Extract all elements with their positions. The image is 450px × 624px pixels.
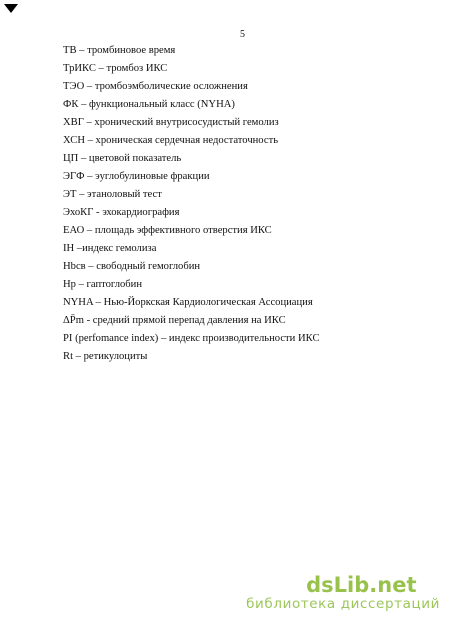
list-item: ЕАО – площадь эффективного отверстия ИКС	[63, 225, 272, 236]
watermark-tagline: библиотека диссертаций	[246, 596, 440, 612]
watermark-brand: dsLib.net	[306, 573, 417, 597]
list-item: ЭГФ – эуглобулиновые фракции	[63, 171, 210, 182]
list-item: Hp – гаптоглобин	[63, 279, 143, 290]
list-item: ЦП – цветовой показатель	[63, 153, 182, 164]
list-item: PI (perfomance index) – индекс производительности ИКС	[63, 333, 320, 344]
list-item: NYHA – Нью-Йоркская Кардиологическая Ассоциация	[63, 297, 313, 308]
list-item: ХВГ – хронический внутрисосудистый гемолиз	[63, 117, 279, 128]
list-item: ЭТ – этаноловый тест	[63, 189, 162, 200]
list-item: IH –индекс гемолиза	[63, 243, 157, 254]
list-item: ΔP̄m - средний прямой перепад давления на ИКС	[63, 315, 286, 326]
list-item: ТВ – тромбиновое время	[63, 45, 176, 56]
list-item: ТрИКС – тромбоз ИКС	[63, 63, 168, 74]
list-item: Rt – ретикулоциты	[63, 351, 148, 362]
corner-marker-triangle	[4, 4, 18, 13]
list-item: ЭхоКГ - эхокардиография	[63, 207, 180, 218]
list-item: Hbсв – свободный гемоглобин	[63, 261, 201, 272]
list-item: ТЭО – тромбоэмболические осложнения	[63, 81, 248, 92]
list-item: ХСН – хроническая сердечная недостаточность	[63, 135, 279, 146]
page-number: 5	[240, 29, 245, 40]
list-item: ФК – функциональный класс (NYHA)	[63, 99, 235, 110]
abbreviation-list	[63, 42, 320, 366]
watermark	[246, 574, 440, 612]
